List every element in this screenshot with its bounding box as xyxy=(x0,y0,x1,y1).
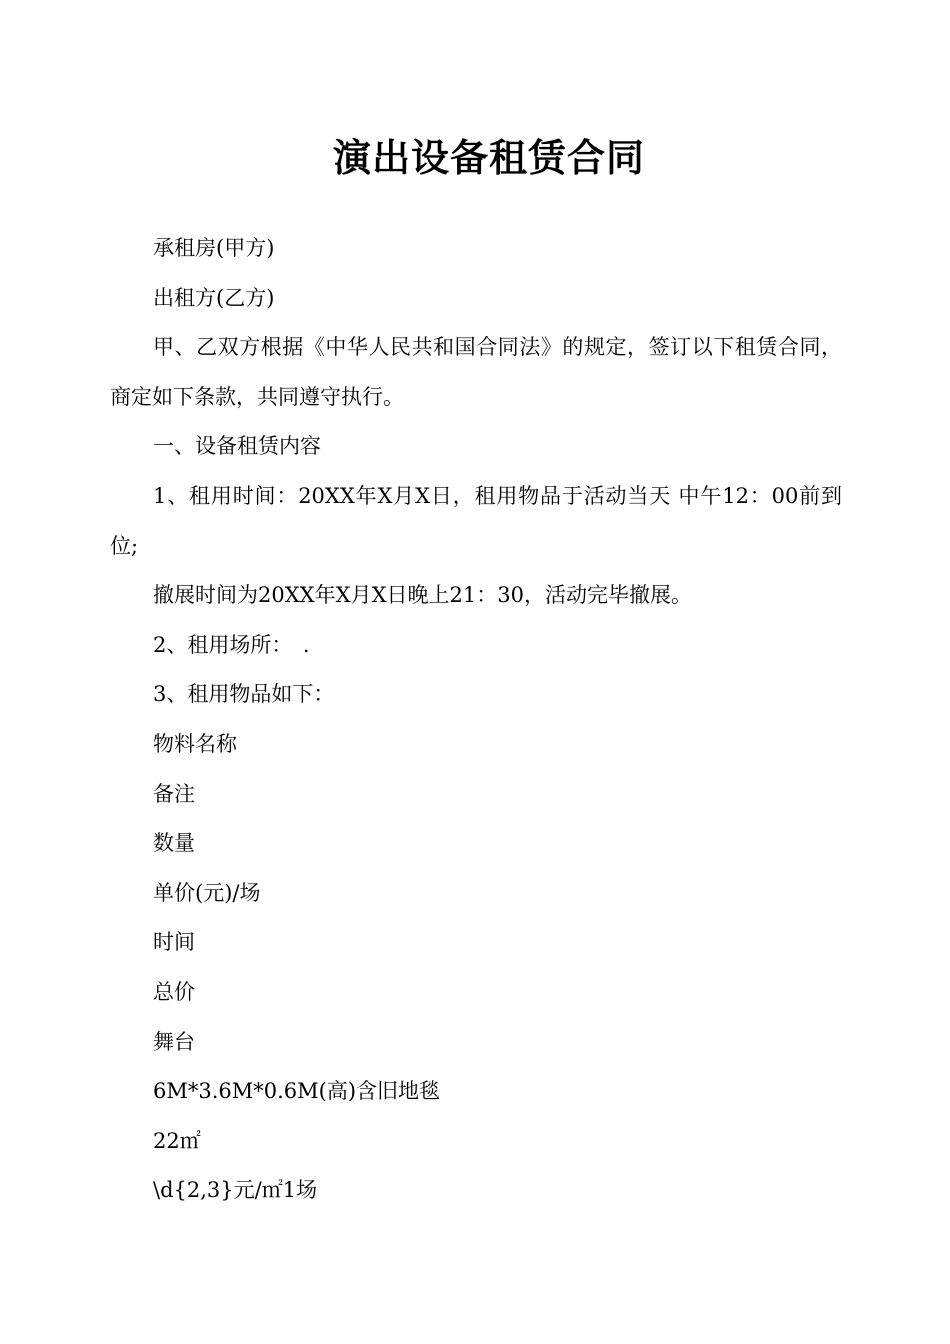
rental-items-heading: 3、租用物品如下： xyxy=(153,682,335,707)
rental-time-item: 1、租用时间：20XX年X月X日，租用物品于活动当天 中午12：00前到位; xyxy=(110,483,842,558)
table-header-item-name: 物料名称 xyxy=(153,731,237,756)
contract-body xyxy=(110,224,842,1216)
table-header-unit-price: 单价(元)/场 xyxy=(153,880,261,905)
party-a-line: 承租房(甲方) xyxy=(153,236,275,260)
item-stage-remarks: 6M*3.6M*0.6M(高)含旧地毯 xyxy=(153,1079,441,1104)
teardown-time-line: 撤展时间为20XX年X月X日晚上21：30，活动完毕撤展。 xyxy=(153,583,692,608)
item-stage-price: \d{2,3}元/㎡1场 xyxy=(153,1178,318,1203)
table-header-quantity: 数量 xyxy=(153,831,195,856)
document-title: 演出设备租赁合同 xyxy=(332,136,645,180)
table-header-remarks: 备注 xyxy=(153,781,195,806)
preamble-paragraph: 甲、乙双方根据《中华人民共和国合同法》的规定，签订以下租赁合同，商定如下条款，共同遵守执行。 xyxy=(110,335,842,409)
table-header-time: 时间 xyxy=(153,930,195,955)
item-stage-name: 舞台 xyxy=(153,1029,195,1054)
table-header-total: 总价 xyxy=(153,979,195,1004)
section-heading-1: 一、设备租赁内容 xyxy=(153,434,321,459)
item-stage-quantity: 22㎡ xyxy=(153,1128,201,1153)
rental-venue-item: 2、租用场所： . xyxy=(153,632,310,657)
party-b-line: 出租方(乙方) xyxy=(153,285,275,310)
